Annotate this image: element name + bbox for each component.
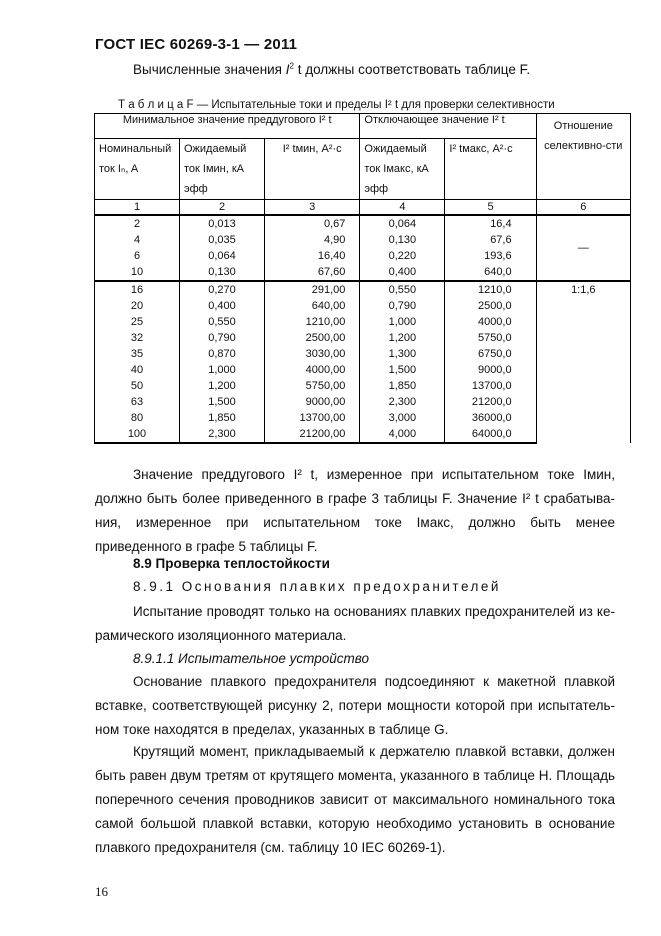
table-body xyxy=(95,215,631,443)
table-cell: 1,300 xyxy=(360,346,445,362)
table-cell: 193,6 xyxy=(445,248,536,264)
col-number: 1 xyxy=(95,200,180,216)
table-cell: 0,790 xyxy=(360,298,445,314)
table-cell: 1,500 xyxy=(180,394,265,410)
table-cell: 4,000 xyxy=(360,426,445,443)
table-cell: 3,000 xyxy=(360,410,445,426)
paragraph-test-scope: Испытание проводят только на основаниях плавких предохранителей из ке-рамического изоляционного материала. xyxy=(95,604,615,643)
col-number: 4 xyxy=(360,200,445,216)
table-cell: 0,130 xyxy=(360,232,445,248)
table-cell: 0,550 xyxy=(360,281,445,298)
table-cell: 67,60 xyxy=(265,264,360,281)
prospective-min-header: Ожидаемый ток Iмин, кА эфф xyxy=(180,139,265,200)
table-cell: 16,40 xyxy=(265,248,360,264)
table-cell: 9000,00 xyxy=(265,394,360,410)
prearc-group-header: Минимальное значение преддугового I² t xyxy=(95,114,360,139)
i2t-min-header: I² tмин, A²·с xyxy=(265,139,360,200)
table-cell: 0,220 xyxy=(360,248,445,264)
table-cell: 640,0 xyxy=(445,264,536,281)
table-cell: 1,000 xyxy=(180,362,265,378)
table-caption: Т а б л и ц а F — Испытательные токи и пределы I² t для проверки селективности xyxy=(118,99,555,111)
paragraph-i2t-requirements: Значение преддугового I² t, измеренное при испытательном токе Iмин, должно быть более приведенного в графе 3 таблицы F. Значение I² t срабатыва-ния, измеренное при испытательном токе Iмакс, должно быть менее приведенного в графе 5 таблицы F. xyxy=(95,467,615,554)
table-row xyxy=(95,215,631,232)
ratio-header: Отношение селективно-сти xyxy=(536,114,630,200)
table-cell: 2500,0 xyxy=(445,298,536,314)
table-cell: 5750,0 xyxy=(445,330,536,346)
table-cell: 9000,0 xyxy=(445,362,536,378)
table-cell: 0,400 xyxy=(360,264,445,281)
table-cell: 67,6 xyxy=(445,232,536,248)
table-cell: 0,870 xyxy=(180,346,265,362)
table-cell: 2500,00 xyxy=(265,330,360,346)
table-cell: 4000,0 xyxy=(445,314,536,330)
section-heading-8-9-1-1: 8.9.1.1 Испытательное устройство xyxy=(133,651,369,666)
table-cell: 21200,0 xyxy=(445,394,536,410)
table-cell: 0,67 xyxy=(265,215,360,232)
table-cell: 1,850 xyxy=(360,378,445,394)
table-cell: 40 xyxy=(95,362,180,378)
table-cell: 21200,00 xyxy=(265,426,360,443)
col-number: 3 xyxy=(265,200,360,216)
section-heading-8-9: 8.9 Проверка теплостойкости xyxy=(133,556,330,571)
table-cell: 20 xyxy=(95,298,180,314)
table-cell: 25 xyxy=(95,314,180,330)
table-cell: 32 xyxy=(95,330,180,346)
table-cell: 16,4 xyxy=(445,215,536,232)
table-cell: 0,064 xyxy=(360,215,445,232)
table-cell: 0,400 xyxy=(180,298,265,314)
table-cell: 640,00 xyxy=(265,298,360,314)
rated-current-header: Номинальный ток Iₙ, A xyxy=(95,139,180,200)
table-cell: 2 xyxy=(95,215,180,232)
table-cell: 1,500 xyxy=(360,362,445,378)
table-cell: 0,064 xyxy=(180,248,265,264)
section-heading-8-9-1: 8.9.1 Основания плавких предохранителей xyxy=(133,579,501,594)
table-cell: 0,013 xyxy=(180,215,265,232)
table-cell: 0,790 xyxy=(180,330,265,346)
table-cell: 10 xyxy=(95,264,180,281)
paragraph-torque: Крутящий момент, прикладываемый к держателю плавкой вставки, должен быть равен двум третям от крутящего момента, указанного в таблице H. Площадь поперечного сечения проводников зависит от максимального номинального тока самой большой плавкой вставки, которую необходимо установить в основание плавкого предохранителя (см. таблицу 10 IEC 60269-1). xyxy=(95,744,615,855)
table-cell: 1,200 xyxy=(360,330,445,346)
col-number: 6 xyxy=(536,200,630,216)
paragraph-test-device: Основание плавкого предохранителя подсоединяют к макетной плавкой вставке, соответствующей рисунку 2, потери мощности которой при испытатель-ном токе находятся в пределах, указанных в таблице G. xyxy=(95,674,615,737)
table-cell: 2,300 xyxy=(180,426,265,443)
document-header: ГОСТ IEC 60269-3-1 — 2011 xyxy=(95,36,298,53)
table-cell: 5750,00 xyxy=(265,378,360,394)
table-cell: 291,00 xyxy=(265,281,360,298)
table-cell: 2,300 xyxy=(360,394,445,410)
col-number: 2 xyxy=(180,200,265,216)
intro-sentence: Вычисленные значения $I^2$ t должны соответствовать таблице F. xyxy=(133,61,531,77)
table-cell: 6 xyxy=(95,248,180,264)
table-cell: 100 xyxy=(95,426,180,443)
table-cell: 6750,0 xyxy=(445,346,536,362)
table-cell: 64000,0 xyxy=(445,426,536,443)
col-number: 5 xyxy=(445,200,536,216)
operating-group-header: Отключающее значение I² t xyxy=(360,114,536,139)
table-cell: 1,200 xyxy=(180,378,265,394)
table-cell: 50 xyxy=(95,378,180,394)
i2t-max-header: I² tмакс, A²·с xyxy=(445,139,536,200)
table-cell: 13700,0 xyxy=(445,378,536,394)
table-cell: 4 xyxy=(95,232,180,248)
table-cell: 1210,00 xyxy=(265,314,360,330)
table-cell: 16 xyxy=(95,281,180,298)
table-row xyxy=(95,281,631,298)
table-cell: 80 xyxy=(95,410,180,426)
table-cell: 1210,0 xyxy=(445,281,536,298)
table-cell: 0,130 xyxy=(180,264,265,281)
ratio-cell-group-1: — xyxy=(536,215,630,281)
selectivity-table xyxy=(94,113,631,444)
table-cell: 0,550 xyxy=(180,314,265,330)
table-cell: 4,90 xyxy=(265,232,360,248)
ratio-cell-group-2: 1:1,6 xyxy=(536,281,630,443)
table-cell: 1,850 xyxy=(180,410,265,426)
table-cell: 63 xyxy=(95,394,180,410)
prospective-max-header: Ожидаемый ток Iмакс, кА эфф xyxy=(360,139,445,200)
table-cell: 3030,00 xyxy=(265,346,360,362)
table-cell: 13700,00 xyxy=(265,410,360,426)
table-cell: 36000,0 xyxy=(445,410,536,426)
table-cell: 1,000 xyxy=(360,314,445,330)
table-cell: 0,035 xyxy=(180,232,265,248)
table-cell: 35 xyxy=(95,346,180,362)
table-cell: 0,270 xyxy=(180,281,265,298)
table-cell: 4000,00 xyxy=(265,362,360,378)
page-number: 16 xyxy=(95,884,108,899)
